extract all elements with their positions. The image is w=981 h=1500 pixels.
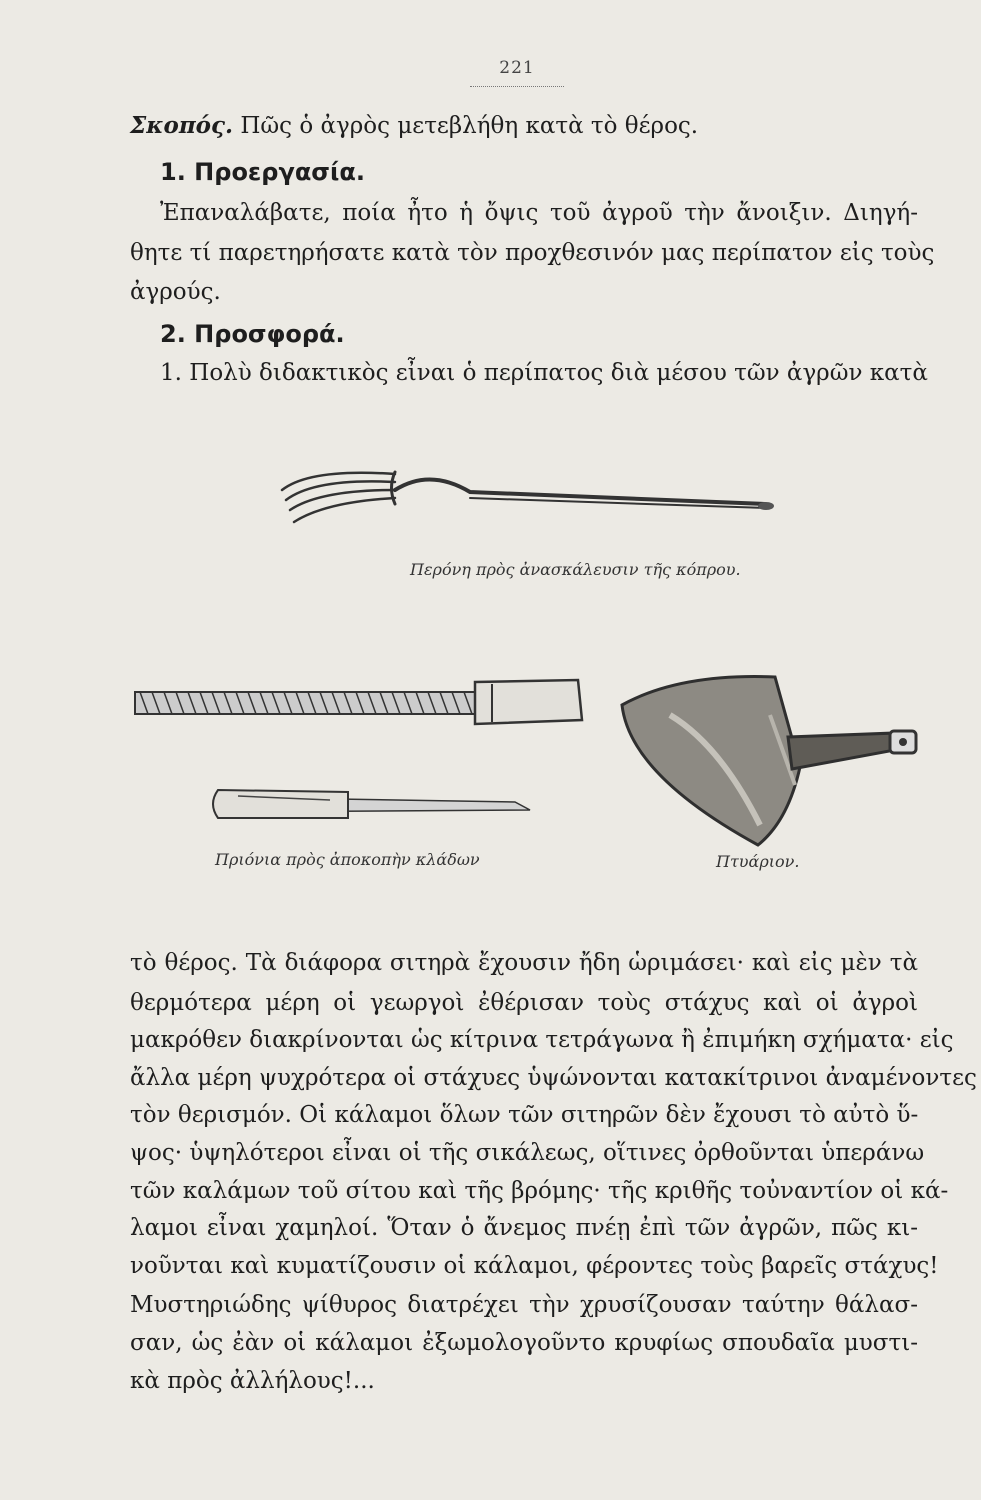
body-line-5: τὸν θερισμόν. Οἱ κάλαμοι ὅλων τῶν σιτηρῶν δὲν ἔχουσι τὸ αὐτὸ ὕ- bbox=[130, 1102, 919, 1128]
page-number-rule bbox=[470, 86, 564, 87]
section2-first-line: 1. Πολὺ διδακτικὸς εἶναι ὁ περίπατος διὰ μέσου τῶν ἀγρῶν κατὰ bbox=[160, 360, 928, 386]
body-line-9: νοῦνται καὶ κυματίζουσιν οἱ κάλαμοι, φέροντες τοὺς βαρεῖς στάχυς! bbox=[130, 1253, 939, 1279]
body-line-12: κὰ πρὸς ἀλλήλους!... bbox=[130, 1368, 375, 1394]
saws-illustration bbox=[130, 672, 610, 822]
section1-line-3: ἀγρούς. bbox=[130, 279, 221, 305]
body-line-1: τὸ θέρος. Τὰ διάφορα σιτηρὰ ἔχουσιν ἤδη ὡριμάσει· καὶ εἰς μὲν τὰ bbox=[130, 950, 918, 976]
purpose-label: Σκοπός. bbox=[130, 112, 234, 139]
section1-heading: 1. Προεργασία. bbox=[160, 158, 365, 186]
section1-line-1: Ἐπαναλάβατε, ποία ἦτο ἡ ὄψις τοῦ ἀγροῦ τὴν ἄνοιξιν. Διηγή- bbox=[160, 200, 918, 226]
shovel-caption: Πτυάριον. bbox=[716, 852, 800, 871]
section2-heading: 2. Προσφορά. bbox=[160, 320, 345, 348]
shovel-illustration bbox=[610, 675, 920, 850]
saws-caption: Πριόνια πρὸς ἀποκοπὴν κλάδων bbox=[215, 850, 480, 869]
body-line-6: ψος· ὑψηλότεροι εἶναι οἱ τῆς σικάλεως, οἵτινες ὀρθοῦνται ὑπεράνω bbox=[130, 1140, 925, 1166]
body-line-2: θερμότερα μέρη οἱ γεωργοὶ ἐθέρισαν τοὺς στάχυς καὶ οἱ ἀγροὶ bbox=[130, 990, 918, 1016]
body-line-8: λαμοι εἶναι χαμηλοί. Ὅταν ὁ ἄνεμος πνέῃ ἐπὶ τῶν ἀγρῶν, πῶς κι- bbox=[130, 1215, 918, 1241]
pitchfork-caption: Περόνη πρὸς ἀνασκάλευσιν τῆς κόπρου. bbox=[410, 560, 741, 579]
body-line-10: Μυστηριώδης ψίθυρος διατρέχει τὴν χρυσίζουσαν ταύτην θάλασ- bbox=[130, 1292, 918, 1318]
pitchfork-illustration bbox=[280, 460, 780, 530]
purpose-text: Πῶς ὁ ἀγρὸς μετεβλήθη κατὰ τὸ θέρος. bbox=[240, 113, 699, 139]
purpose-line bbox=[130, 112, 918, 139]
section1-line-2: θητε τί παρετηρήσατε κατὰ τὸν προχθεσινόν μας περίπατον εἰς τοὺς bbox=[130, 240, 935, 266]
body-line-7: τῶν καλάμων τοῦ σίτου καὶ τῆς βρόμης· τῆς κριθῆς τοὐναντίον οἱ κά- bbox=[130, 1178, 949, 1204]
body-line-4: ἄλλα μέρη ψυχρότερα οἱ στάχυες ὑψώνονται κατακίτρινοι ἀναμένοντες bbox=[130, 1065, 977, 1091]
body-line-11: σαν, ὡς ἐὰν οἱ κάλαμοι ἐξωμολογοῦντο κρυφίως σπουδαῖα μυστι- bbox=[130, 1330, 918, 1356]
page-number: 221 bbox=[499, 58, 535, 78]
body-line-3: μακρόθεν διακρίνονται ὡς κίτρινα τετράγωνα ἢ ἐπιμήκη σχήματα· εἰς bbox=[130, 1027, 954, 1053]
